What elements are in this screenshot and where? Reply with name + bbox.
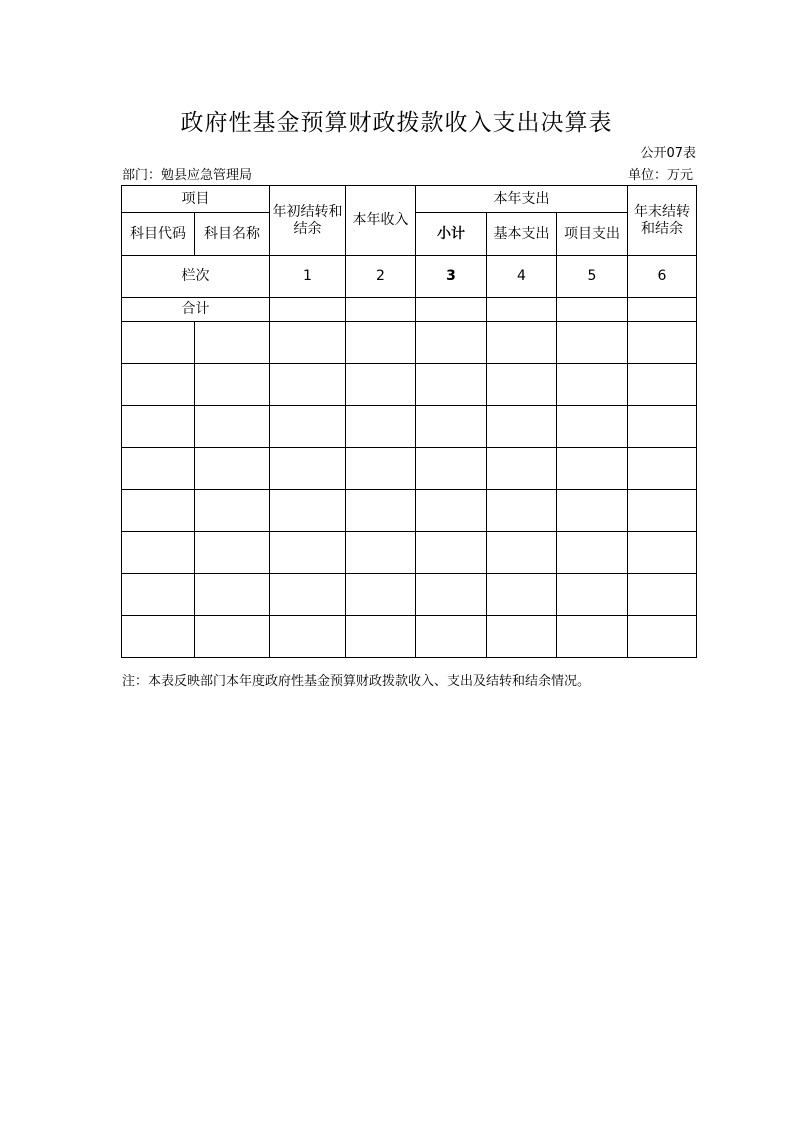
table-cell bbox=[122, 532, 195, 574]
table-cell bbox=[628, 532, 697, 574]
table-cell bbox=[346, 490, 416, 532]
table-row bbox=[122, 490, 697, 532]
table-cell bbox=[628, 616, 697, 658]
total-cell bbox=[346, 298, 416, 322]
table-cell bbox=[557, 574, 628, 616]
table-cell bbox=[122, 406, 195, 448]
header-row-1 bbox=[122, 186, 697, 213]
total-label: 合计 bbox=[122, 298, 270, 322]
header-subtotal: 小计 bbox=[416, 213, 487, 256]
table-row bbox=[122, 448, 697, 490]
index-col-3: 3 bbox=[416, 256, 487, 298]
table-cell bbox=[270, 364, 346, 406]
table-cell bbox=[416, 574, 487, 616]
table-cell bbox=[346, 364, 416, 406]
table-cell bbox=[487, 448, 557, 490]
table-cell bbox=[628, 574, 697, 616]
fund-table bbox=[121, 185, 697, 658]
table-cell bbox=[346, 616, 416, 658]
table-cell bbox=[416, 406, 487, 448]
table-cell bbox=[270, 616, 346, 658]
table-row bbox=[122, 574, 697, 616]
table-row bbox=[122, 364, 697, 406]
table-cell bbox=[270, 322, 346, 364]
table-cell bbox=[487, 616, 557, 658]
table-cell bbox=[487, 322, 557, 364]
table-cell bbox=[122, 574, 195, 616]
header-project-expense: 项目支出 bbox=[557, 213, 628, 256]
table-cell bbox=[122, 448, 195, 490]
table-cell bbox=[195, 532, 270, 574]
index-label: 栏次 bbox=[122, 256, 270, 298]
table-cell bbox=[487, 574, 557, 616]
header-basic-expense: 基本支出 bbox=[487, 213, 557, 256]
footnote: 注：本表反映部门本年度政府性基金预算财政拨款收入、支出及结转和结余情况。 bbox=[122, 674, 591, 689]
table-row bbox=[122, 616, 697, 658]
table-cell bbox=[557, 490, 628, 532]
table-row bbox=[122, 532, 697, 574]
table-cell bbox=[557, 364, 628, 406]
table-cell bbox=[628, 322, 697, 364]
header-current-income: 本年收入 bbox=[346, 186, 416, 256]
table-cell bbox=[628, 448, 697, 490]
table-cell bbox=[557, 406, 628, 448]
table-cell bbox=[195, 574, 270, 616]
unit-label: 单位：万元 bbox=[627, 168, 693, 183]
table-cell bbox=[628, 490, 697, 532]
table-cell bbox=[416, 322, 487, 364]
table-cell bbox=[270, 574, 346, 616]
table-cell bbox=[122, 616, 195, 658]
header-opening-balance: 年初结转和结余 bbox=[270, 186, 346, 256]
table-cell bbox=[416, 532, 487, 574]
page-title: 政府性基金预算财政拨款收入支出决算表 bbox=[180, 110, 613, 136]
table-cell bbox=[416, 616, 487, 658]
header-item: 项目 bbox=[122, 186, 270, 213]
table-cell bbox=[195, 406, 270, 448]
table-cell bbox=[346, 322, 416, 364]
table-cell bbox=[557, 616, 628, 658]
table-cell bbox=[487, 364, 557, 406]
table-cell bbox=[270, 406, 346, 448]
table-cell bbox=[557, 532, 628, 574]
table-cell bbox=[195, 616, 270, 658]
table-cell bbox=[487, 490, 557, 532]
total-row bbox=[122, 298, 697, 322]
table-cell bbox=[628, 406, 697, 448]
index-col-2: 2 bbox=[346, 256, 416, 298]
total-cell bbox=[557, 298, 628, 322]
index-col-1: 1 bbox=[270, 256, 346, 298]
table-cell bbox=[270, 448, 346, 490]
index-col-5: 5 bbox=[557, 256, 628, 298]
index-row bbox=[122, 256, 697, 298]
table-cell bbox=[416, 364, 487, 406]
table-cell bbox=[122, 490, 195, 532]
header-current-expense: 本年支出 bbox=[416, 186, 628, 213]
table-cell bbox=[270, 532, 346, 574]
table-cell bbox=[416, 448, 487, 490]
table-cell bbox=[487, 406, 557, 448]
header-subject-name: 科目名称 bbox=[195, 213, 270, 256]
table-cell bbox=[416, 490, 487, 532]
header-subject-code: 科目代码 bbox=[122, 213, 195, 256]
table-cell bbox=[346, 448, 416, 490]
index-col-6: 6 bbox=[628, 256, 697, 298]
table-cell bbox=[195, 448, 270, 490]
index-col-4: 4 bbox=[487, 256, 557, 298]
table-cell bbox=[346, 574, 416, 616]
table-cell bbox=[557, 448, 628, 490]
table-cell bbox=[487, 532, 557, 574]
table-cell bbox=[557, 322, 628, 364]
table-cell bbox=[195, 364, 270, 406]
table-row bbox=[122, 406, 697, 448]
table-cell bbox=[270, 490, 346, 532]
table-cell bbox=[346, 406, 416, 448]
table-cell bbox=[195, 490, 270, 532]
total-cell bbox=[487, 298, 557, 322]
total-cell bbox=[416, 298, 487, 322]
department-label: 部门：勉县应急管理局 bbox=[122, 168, 253, 183]
table-row bbox=[122, 322, 697, 364]
table-cell bbox=[628, 364, 697, 406]
table-cell bbox=[195, 322, 270, 364]
total-cell bbox=[270, 298, 346, 322]
total-cell bbox=[628, 298, 697, 322]
form-code: 公开07表 bbox=[640, 146, 696, 161]
table-cell bbox=[122, 364, 195, 406]
table-cell bbox=[122, 322, 195, 364]
table-cell bbox=[346, 532, 416, 574]
header-closing-balance: 年末结转和结余 bbox=[628, 186, 697, 256]
